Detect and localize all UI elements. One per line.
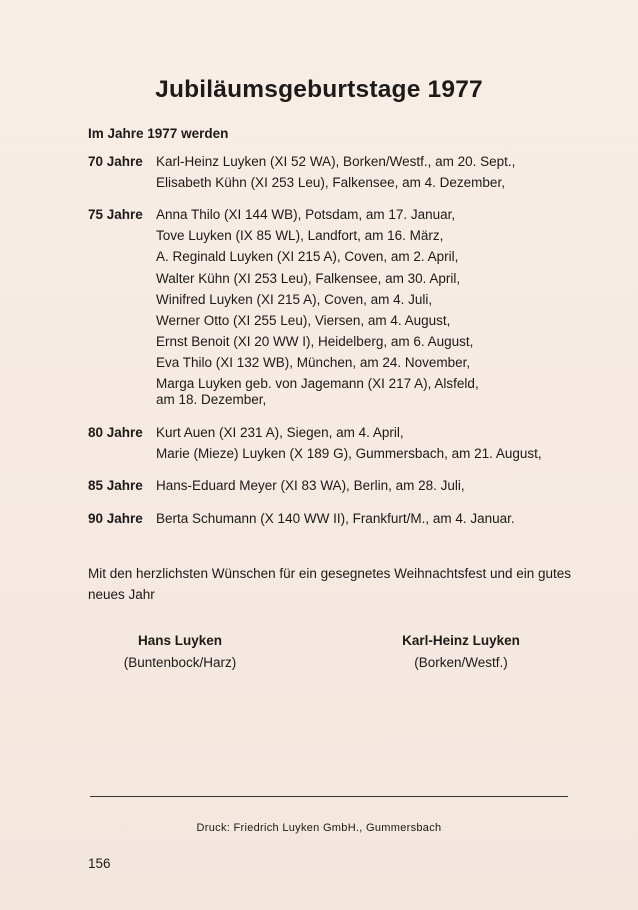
list-item: Werner Otto (XI 255 Leu), Viersen, am 4. August, — [156, 313, 451, 329]
signer-place: (Buntenbock/Harz) — [123, 655, 237, 670]
age-group-70 — [88, 151, 578, 193]
age-label: 85 Jahre — [88, 478, 143, 493]
list-item: Tove Luyken (IX 85 WL), Landfort, am 16. März, — [156, 228, 444, 244]
list-item: Kurt Auen (XI 231 A), Siegen, am 4. April, — [156, 425, 404, 440]
list-item: Berta Schumann (X 140 WW II), Frankfurt/M., am 4. Januar. — [156, 511, 515, 526]
age-group-75 — [88, 204, 578, 412]
age-group-80 — [88, 422, 578, 464]
signer-right — [361, 630, 561, 674]
signer-name: Hans Luyken — [137, 633, 223, 648]
printer-imprint: Druck: Friedrich Luyken GmbH., Gummersbach — [196, 822, 442, 834]
list-item: Karl-Heinz Luyken (XI 52 WA), Borken/Westf., am 20. Sept., — [156, 154, 516, 169]
list-item: Marga Luyken geb. von Jagemann (XI 217 A), Alsfeld, am 18. Dezember, — [156, 375, 479, 408]
entry-list — [156, 475, 578, 496]
age-label: 70 Jahre — [88, 154, 143, 169]
age-group-90 — [88, 508, 578, 529]
entry-list — [156, 151, 578, 193]
signer-name: Karl-Heinz Luyken — [402, 633, 520, 648]
age-label: 75 Jahre — [88, 207, 143, 222]
list-item: Eva Thilo (XI 132 WB), München, am 24. November, — [156, 355, 471, 371]
list-item: Elisabeth Kühn (XI 253 Leu), Falkensee, am 4. Dezember, — [156, 175, 505, 191]
entry-list — [156, 204, 578, 412]
signer-place: (Borken/Westf.) — [414, 655, 508, 670]
list-item: Winifred Luyken (XI 215 A), Coven, am 4. Juli, — [156, 291, 433, 307]
entry-list — [156, 508, 578, 529]
footer-divider — [90, 796, 568, 797]
list-item: Ernst Benoit (XI 20 WW I), Heidelberg, am 6. August, — [156, 334, 474, 350]
entry-list — [156, 422, 578, 464]
intro-line: Im Jahre 1977 werden — [88, 126, 229, 141]
age-group-85 — [88, 475, 578, 496]
page-number: 156 — [88, 856, 111, 871]
list-item: Walter Kühn (XI 253 Leu), Falkensee, am 30. April, — [156, 270, 461, 286]
list-item: Hans-Eduard Meyer (XI 83 WA), Berlin, am 28. Juli, — [156, 478, 465, 493]
greeting-text: Mit den herzlichsten Wünschen für ein gesegnetes Weihnachtsfest und ein gutes neues Jahr — [88, 566, 572, 602]
list-item: A. Reginald Luyken (XI 215 A), Coven, am 2. April, — [156, 249, 459, 265]
age-label: 90 Jahre — [88, 511, 143, 526]
page-title: Jubiläumsgeburtstage 1977 — [155, 76, 483, 103]
age-label: 80 Jahre — [88, 425, 143, 440]
list-item: Marie (Mieze) Luyken (X 189 G), Gummersbach, am 21. August, — [156, 446, 542, 462]
list-item: Anna Thilo (XI 144 WB), Potsdam, am 17. Januar, — [156, 207, 456, 222]
signer-left — [80, 630, 280, 674]
